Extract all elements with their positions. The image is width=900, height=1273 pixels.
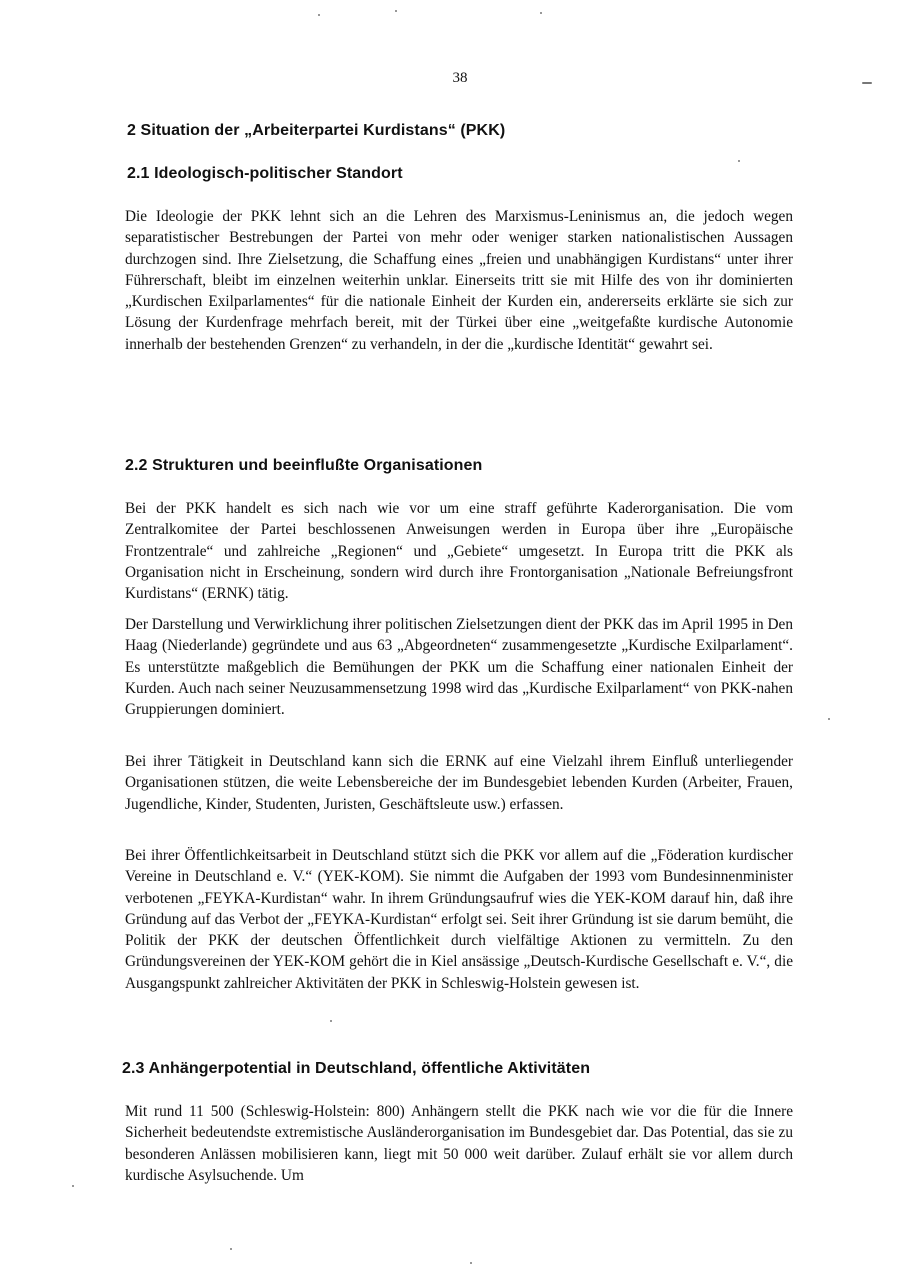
scan-speck: [470, 1262, 472, 1264]
scan-speck: [862, 82, 872, 84]
section-2-2-paragraph-1: Bei der PKK handelt es sich nach wie vor um eine straff geführte Kaderorganisation. Die vom Zentralkomitee der Partei beschlossenen Anweisungen werden in Europa über ihre „Europäische Frontzentrale“ und zahlreiche „Regionen“ und „Gebiete“ umgesetzt. In Europa tritt die PKK als Organisation nicht in Erscheinung, sondern wird durch ihre Frontorganisation „Nationale Befreiungsfront Kurdistans“ (ERNK) tätig.: [125, 500, 793, 603]
section-2-2-heading: 2.2 Strukturen und beeinflußte Organisationen: [125, 457, 483, 474]
section-2-heading: 2 Situation der „Arbeiterpartei Kurdistans“ (PKK): [127, 122, 506, 139]
scan-speck: [738, 160, 740, 162]
section-2-1-paragraph-1: Die Ideologie der PKK lehnt sich an die Lehren des Marxismus-Leninismus an, die jedoch wegen separatistischer Bestrebungen der Partei von mehr oder weniger starken nationalistischen Aussagen durchzogen sind. Ihre Zielsetzung, die Schaffung eines „freien und unabhängigen Kurdistans“ unter ihrer Führerschaft, bleibt im einzelnen weiterhin unklar. Einerseits tritt sie mit Hilfe des von ihr dominierten „Kurdischen Exilparlamentes“ für die nationale Einheit der Kurden ein, andererseits erklärte sie sich zur Lösung der Kurdenfrage mehrfach bereit, mit der Türkei über eine „weitgefaßte kurdische Autonomie innerhalb der bestehenden Grenzen“ zu verhandeln, in der die „kurdische Identität“ gewahrt sei.: [125, 208, 793, 353]
scan-speck: [318, 14, 320, 16]
scan-speck: [72, 1185, 74, 1187]
section-2-3-heading: 2.3 Anhängerpotential in Deutschland, öffentliche Aktivitäten: [122, 1060, 591, 1077]
section-2-2-paragraph-4: Bei ihrer Öffentlichkeitsarbeit in Deutschland stützt sich die PKK vor allem auf die „Föderation kurdischer Vereine in Deutschland e. V.“ (YEK-KOM). Sie nimmt die Aufgaben der 1993 vom Bundesinnenminister verbotenen „FEYKA-Kurdistan“ wahr. In ihrem Gründungsaufruf wies die YEK-KOM darauf hin, daß ihre Gründung auf das Verbot der „FEYKA-Kurdistan“ erfolgt sei. Seit ihrer Gründung ist sie darum bemüht, die Politik der PKK der deutschen Öffentlichkeit durch vielfältige Aktionen zu vermitteln. Zu den Gründungsvereinen der YEK-KOM gehört die in Kiel ansässige „Deutsch-Kurdische Gesellschaft e. V.“, die Ausgangspunkt zahlreicher Aktivitäten der PKK in Schleswig-Holstein gewesen ist.: [125, 847, 793, 992]
scan-speck: [395, 10, 397, 12]
scan-speck: [230, 1248, 232, 1250]
section-2-2-paragraph-2: Der Darstellung und Verwirklichung ihrer politischen Zielsetzungen dient der PKK das im April 1995 in Den Haag (Niederlande) gegründete und aus 63 „Abgeordneten“ zusammengesetzte „Kurdische Exilparlament“. Es unterstützte maßgeblich die Bemühungen der PKK um die Schaffung einer nationalen Einheit der Kurden. Auch nach seiner Neuzusammensetzung 1998 wird das „Kurdische Exilparlament“ von PKK-nahen Gruppierungen dominiert.: [125, 616, 793, 719]
page-number: 38: [452, 70, 468, 86]
section-2-1-heading: 2.1 Ideologisch-politischer Standort: [127, 165, 403, 182]
scan-speck: [540, 12, 542, 14]
scan-speck: [330, 1020, 332, 1022]
scan-speck: [828, 718, 830, 720]
section-2-3-paragraph-1: Mit rund 11 500 (Schleswig-Holstein: 800) Anhängern stellt die PKK nach wie vor die für die Innere Sicherheit bedeutendste extremistische Ausländerorganisation im Bundesgebiet dar. Das Potential, das sie zu besonderen Anlässen mobilisieren kann, liegt mit 50 000 weit darüber. Zulauf erhält sie vor allem durch kurdische Asylsuchende. Um: [125, 1103, 793, 1184]
section-2-2-paragraph-3: Bei ihrer Tätigkeit in Deutschland kann sich die ERNK auf eine Vielzahl ihrem Einfluß unterliegender Organisationen stützen, die weite Lebensbereiche der im Bundesgebiet lebenden Kurden (Arbeiter, Frauen, Jugendliche, Kinder, Studenten, Juristen, Geschäftsleute usw.) erfassen.: [125, 753, 793, 813]
